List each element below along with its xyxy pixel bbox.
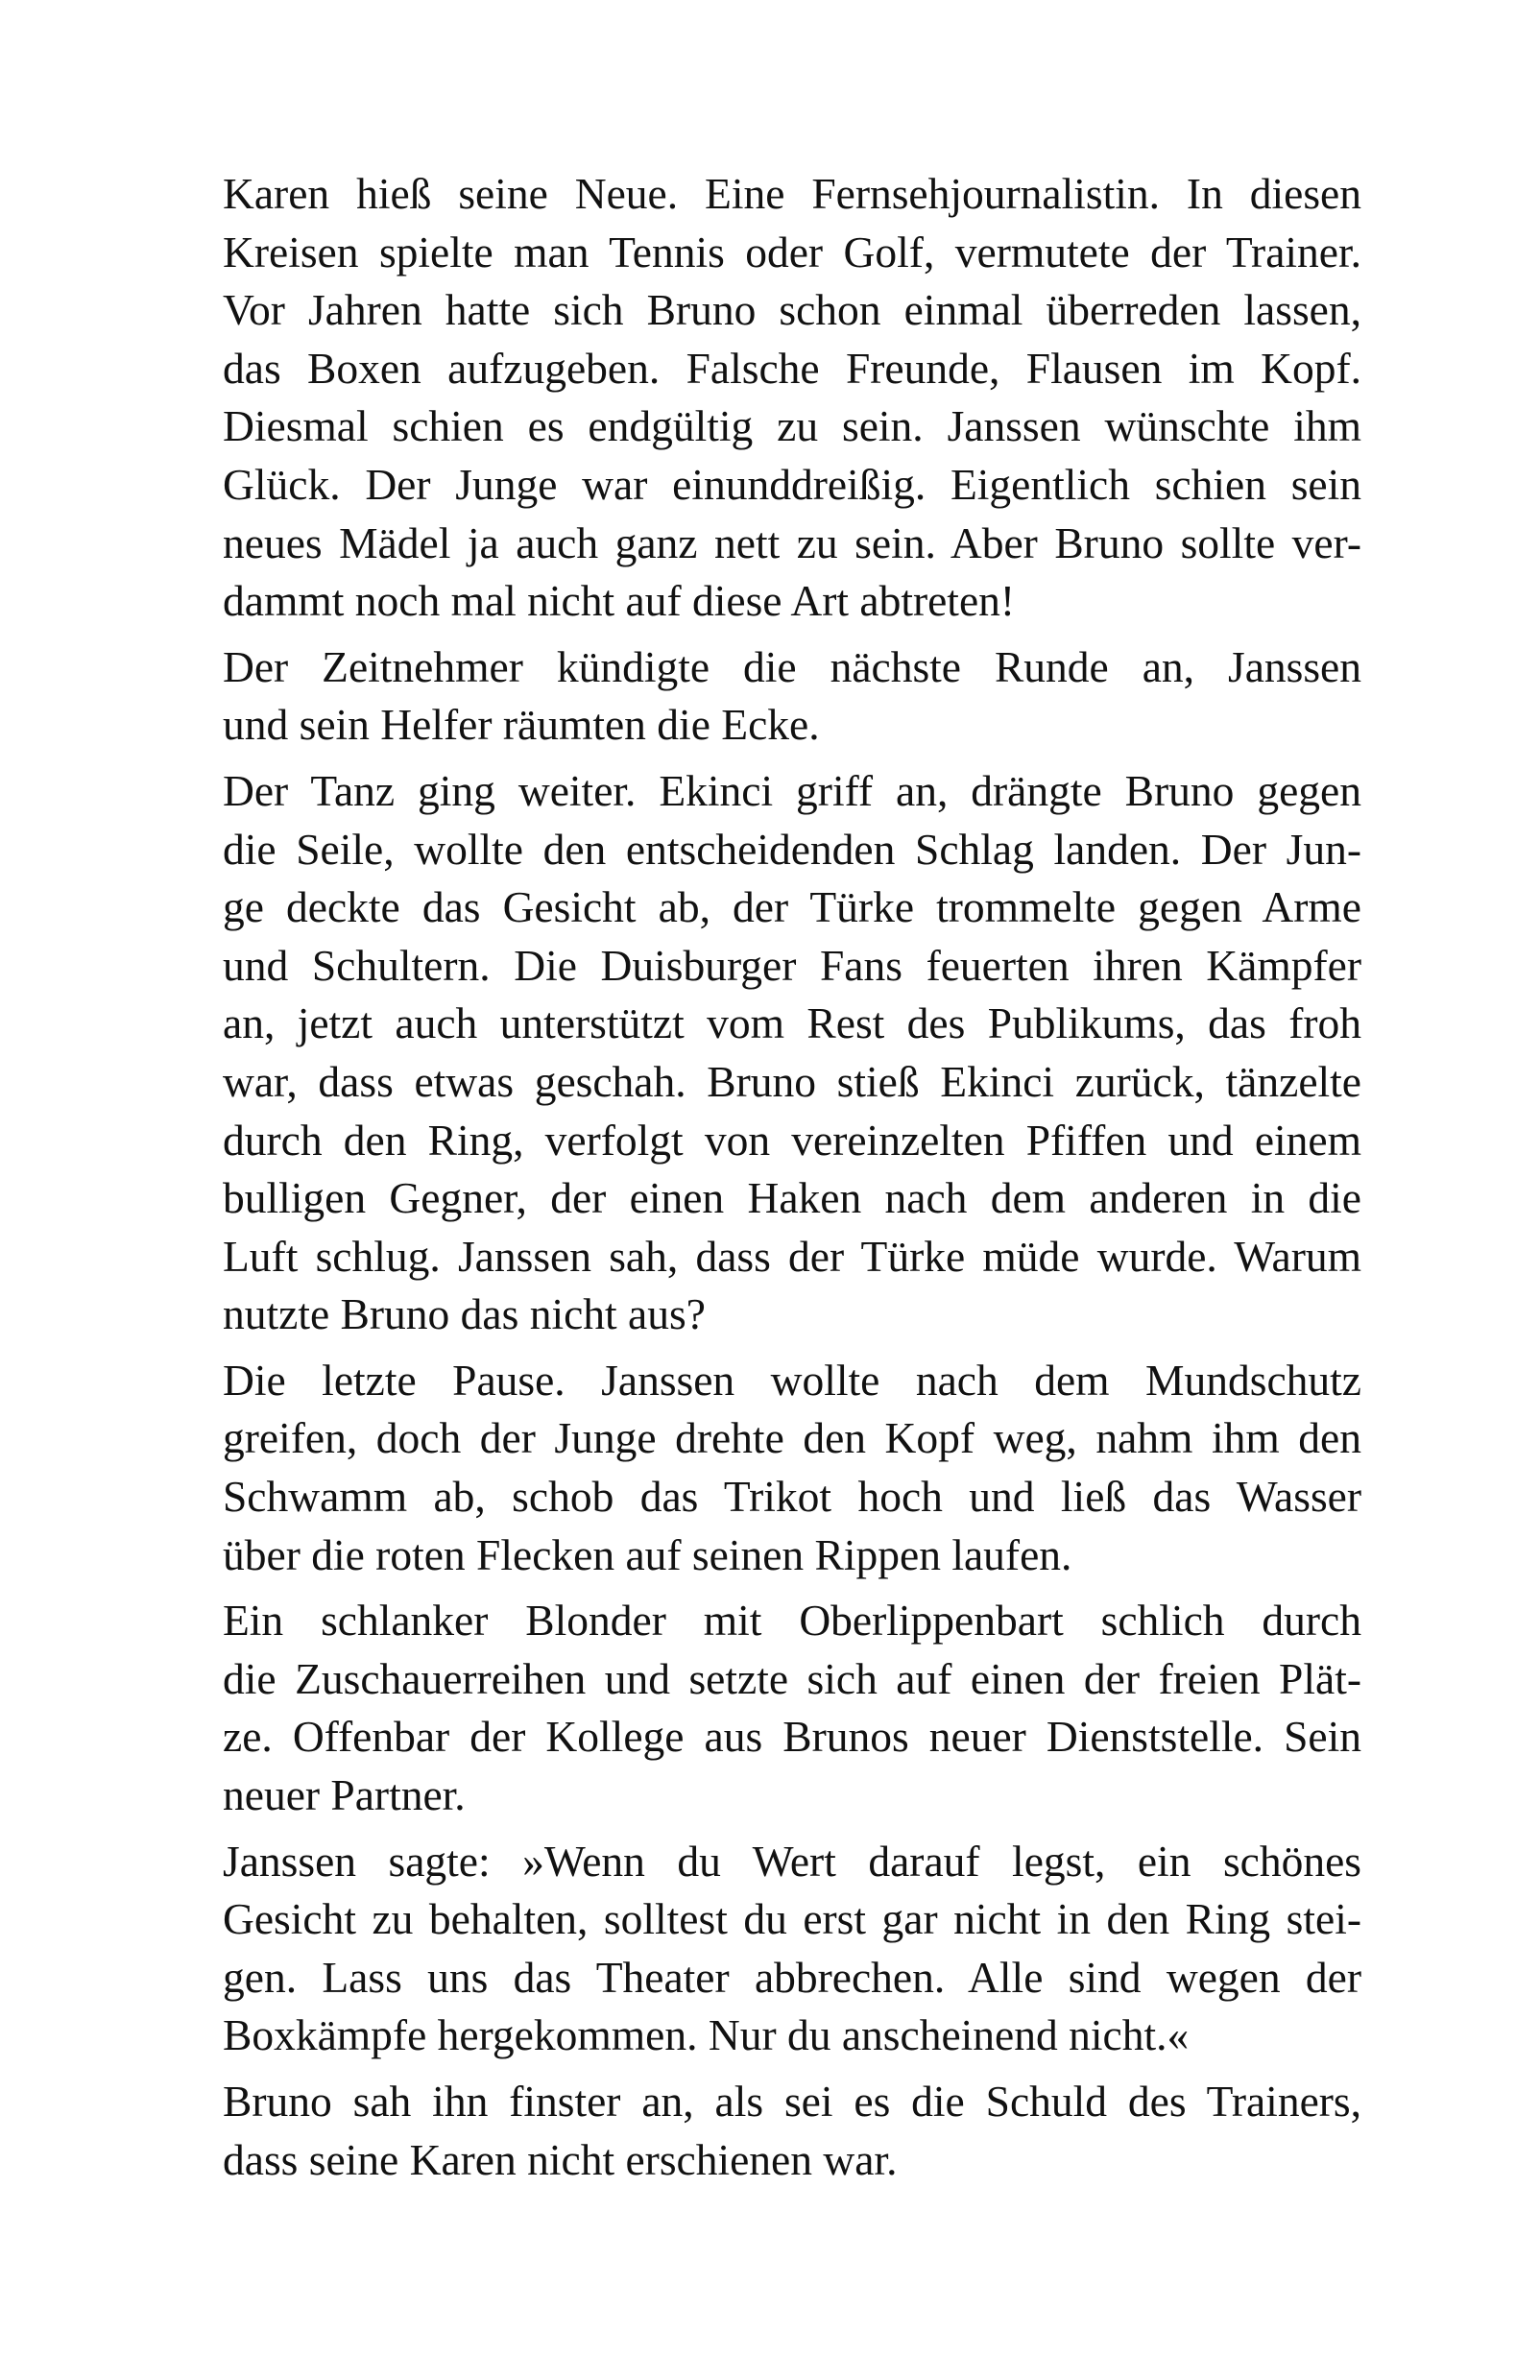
text-line: die Zuschauerreihen und setzte sich auf einen der freien Plät- [223,1653,1361,1703]
text-line: Boxkämpfe hergekommen. Nur du anscheinend nicht.« [223,2010,1190,2060]
paragraph [165,638,1361,755]
text-line: Ein schlanker Blonder mit Oberlippenbart schlich durch [223,1596,1361,1646]
text-line: Luft schlug. Janssen sah, dass der Türke müde wurde. Warum [223,1231,1361,1281]
text-line: Glück. Der Junge war einunddreißig. Eigentlich schien sein [223,459,1361,509]
text-line: Kreisen spielte man Tennis oder Golf, vermutete der Trainer. [223,227,1361,276]
text-line: ge deckte das Gesicht ab, der Türke trommelte gegen Arme [223,882,1361,932]
text-line: Der Tanz ging weiter. Ekinci griff an, drängte Bruno gegen [223,765,1361,815]
paragraph [165,1833,1361,2065]
text-line: das Boxen aufzugeben. Falsche Freunde, Flausen im Kopf. [223,343,1361,393]
paragraph [165,1352,1361,1584]
text-line: an, jetzt auch unterstützt vom Rest des Publikums, das froh [223,998,1361,1048]
text-line: Diesmal schien es endgültig zu sein. Janssen wünschte ihm [223,401,1361,451]
text-line: Janssen sagte: »Wenn du Wert darauf legst, ein schönes [223,1836,1361,1886]
text-line: Gesicht zu behalten, solltest du erst gar nicht in den Ring stei- [223,1894,1361,1944]
text-line: ze. Offenbar der Kollege aus Brunos neuer Dienststelle. Sein [223,1712,1361,1762]
text-line: Vor Jahren hatte sich Bruno schon einmal überreden lassen, [223,285,1361,335]
paragraph [165,2073,1361,2189]
text-line: Bruno sah ihn finster an, als sei es die Schuld des Trainers, [223,2077,1361,2126]
text-line: Die letzte Pause. Janssen wollte nach dem Mundschutz [223,1355,1361,1405]
paragraph [165,1592,1361,1824]
text-line: die Seile, wollte den entscheidenden Schlag landen. Der Jun- [223,824,1361,874]
text-line: über die roten Flecken auf seinen Rippen laufen. [223,1529,1072,1579]
text-line: dass seine Karen nicht erschienen war. [223,2134,898,2184]
paragraph [165,165,1361,631]
text-line: bulligen Gegner, der einen Haken nach dem anderen in die [223,1173,1361,1223]
book-page [165,165,1361,2197]
text-line: greifen, doch der Junge drehte den Kopf weg, nahm ihm den [223,1413,1361,1463]
text-line: durch den Ring, verfolgt von vereinzelten Pfiffen und einem [223,1115,1361,1165]
text-line: Karen hieß seine Neue. Eine Fernsehjournalistin. In diesen [223,169,1361,218]
text-line: Schwamm ab, schob das Trikot hoch und ließ das Wasser [223,1472,1361,1522]
text-line: Der Zeitnehmer kündigte die nächste Runde an, Janssen [223,641,1361,691]
text-line: und sein Helfer räumten die Ecke. [223,700,820,750]
text-line: gen. Lass uns das Theater abbrechen. Alle sind wegen der [223,1952,1361,2002]
text-line: neuer Partner. [223,1770,466,1820]
paragraph [165,762,1361,1344]
text-line: dammt noch mal nicht auf diese Art abtreten! [223,576,1016,626]
text-line: nutzte Bruno das nicht aus? [223,1289,706,1339]
text-line: neues Mädel ja auch ganz nett zu sein. Aber Bruno sollte ver- [223,517,1361,567]
text-line: war, dass etwas geschah. Bruno stieß Ekinci zurück, tänzelte [223,1056,1361,1106]
text-line: und Schultern. Die Duisburger Fans feuerten ihren Kämpfer [223,940,1361,990]
